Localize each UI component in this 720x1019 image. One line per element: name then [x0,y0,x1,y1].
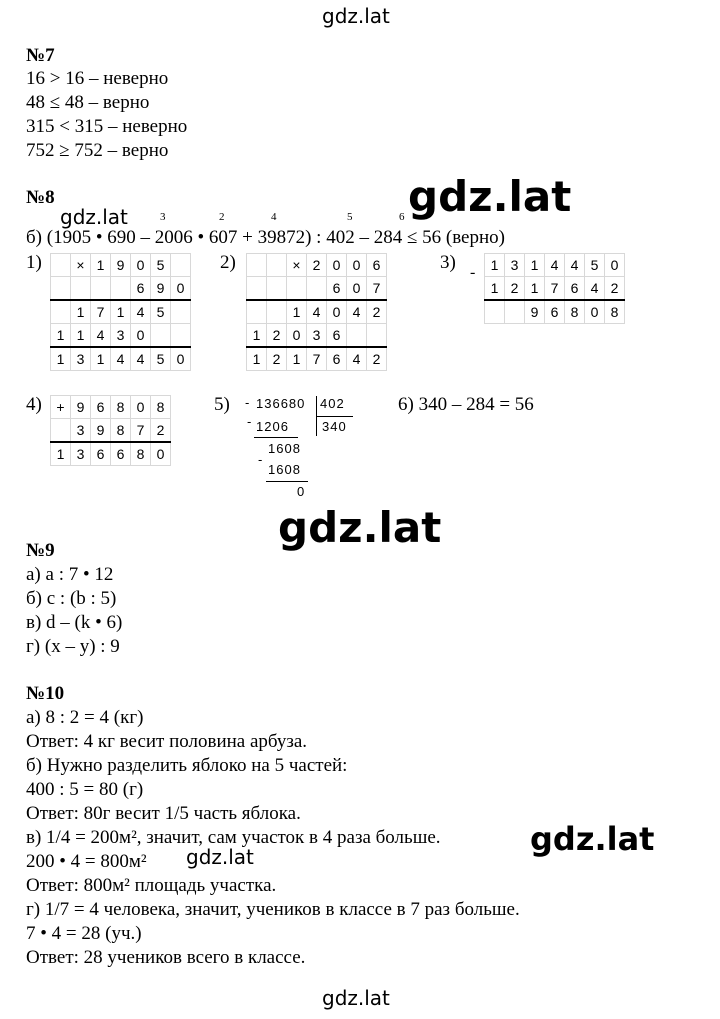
division-minus: - [247,414,253,429]
column-addition: + 9 6 8 0 8 3 9 8 7 2 1 3 6 6 8 0 [50,395,171,466]
watermark-large: gdz.lat [278,503,442,552]
division-minus: - [245,395,251,410]
column-subtraction: 1 3 1 4 4 5 0 1 2 1 7 6 4 2 9 6 8 0 8 [484,253,625,324]
task10-line: 200 • 4 = 800м² [26,851,147,872]
task9-heading: №9 [26,540,55,561]
task10-line: Ответ: 800м² площадь участка. [26,875,277,896]
watermark-bottom: gdz.lat [322,986,390,1010]
task7-line: 48 ≤ 48 – верно [26,92,150,113]
division-minus: - [258,452,264,467]
order-mark: 3 [160,211,166,223]
column-multiplication-2: × 2 0 0 6 6 0 7 1 4 0 4 2 1 2 0 3 6 1 2 1 7 6 4 2 [246,253,387,371]
task7-line: 752 ≥ 752 – верно [26,140,169,161]
watermark-small: gdz.lat [60,205,128,229]
watermark-large: gdz.lat [530,820,655,858]
watermark-small: gdz.lat [186,845,254,869]
task9-line: б) с : (b : 5) [26,588,117,609]
column-multiplication-1: × 1 9 0 5 6 9 0 1 7 1 4 5 1 1 4 3 0 1 3 1 4 4 5 0 [50,253,191,371]
minus-sign: - [470,264,476,281]
watermark-large: gdz.lat [408,172,572,221]
task10-line: 400 : 5 = 80 (г) [26,779,144,800]
calc-result: 6) 340 – 284 = 56 [398,394,534,415]
task9-line: г) (х – у) : 9 [26,636,120,657]
task10-line: г) 1/7 = 4 человека, значит, учеников в классе в 7 раз больше. [26,899,520,920]
task7-line: 315 < 315 – неверно [26,116,188,137]
order-mark: 6 [399,211,405,223]
task10-line: а) 8 : 2 = 4 (кг) [26,707,144,728]
task10-line: Ответ: 80г весит 1/5 часть яблока. [26,803,301,824]
division-divisor: 402 [320,396,345,411]
calc-label: 5) [214,394,230,415]
division-step: 1608 [268,441,301,456]
task8-expression: б) (1905 • 690 – 2006 • 607 + 39872) : 402 – 284 ≤ 56 (верно) [26,227,505,248]
division-dividend: 136680 [256,396,306,411]
division-remainder: 0 [297,484,306,499]
order-mark: 5 [347,211,353,223]
task10-line: в) 1/4 = 200м², значит, сам участок в 4 раза больше. [26,827,441,848]
calc-label: 4) [26,394,42,415]
calc-label: 3) [440,252,456,273]
division-quotient: 340 [322,419,347,434]
division-step: 1608 [268,462,301,477]
order-mark: 4 [271,211,277,223]
calc-label: 1) [26,252,42,273]
task7-line: 16 > 16 – неверно [26,68,169,89]
calc-label: 2) [220,252,236,273]
task7-heading: №7 [26,45,55,66]
task9-line: в) d – (k • 6) [26,612,123,633]
task10-heading: №10 [26,683,65,704]
watermark-top: gdz.lat [322,4,390,28]
division-step: 1206 [256,419,289,434]
task9-line: а) а : 7 • 12 [26,564,114,585]
task10-line: 7 • 4 = 28 (уч.) [26,923,142,944]
task8-heading: №8 [26,187,55,208]
order-mark: 2 [219,211,225,223]
task10-line: Ответ: 28 учеников всего в классе. [26,947,306,968]
task10-line: Ответ: 4 кг весит половина арбуза. [26,731,308,752]
task10-line: б) Нужно разделить яблоко на 5 частей: [26,755,348,776]
